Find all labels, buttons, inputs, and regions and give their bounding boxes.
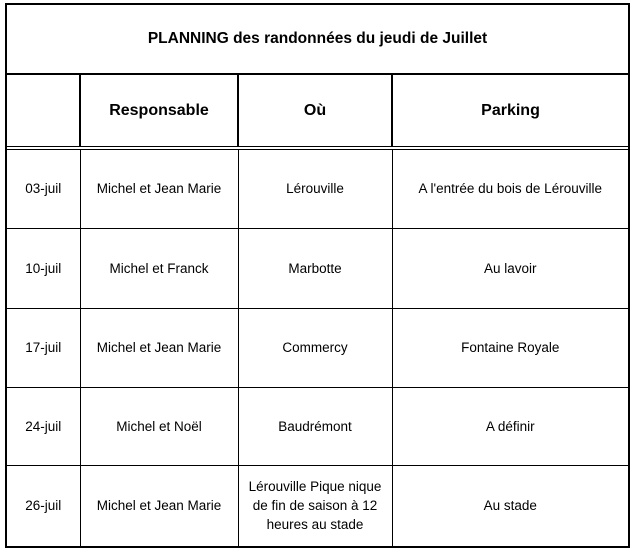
header-date [7, 75, 80, 148]
cell-ou: Lérouville [238, 148, 392, 228]
cell-ou: Marbotte [238, 228, 392, 308]
header-row [7, 75, 628, 148]
cell-responsable: Michel et Noël [80, 387, 238, 465]
cell-ou: Lérouville Pique nique de fin de saison à 12 heures au stade [238, 465, 392, 546]
cell-parking: A l'entrée du bois de Lérouville [392, 148, 628, 228]
cell-ou: Commercy [238, 308, 392, 387]
cell-responsable: Michel et Franck [80, 228, 238, 308]
cell-date: 26-juil [7, 465, 80, 546]
header-ou: Où [238, 75, 392, 148]
table-row [7, 148, 628, 228]
planning-title: PLANNING des randonnées du jeudi de Juillet [7, 5, 628, 75]
cell-parking: A définir [392, 387, 628, 465]
cell-parking: Fontaine Royale [392, 308, 628, 387]
cell-responsable: Michel et Jean Marie [80, 465, 238, 546]
planning-sheet [5, 3, 630, 548]
table-row [7, 228, 628, 308]
table-row [7, 387, 628, 465]
cell-parking: Au stade [392, 465, 628, 546]
table-row [7, 465, 628, 546]
cell-responsable: Michel et Jean Marie [80, 148, 238, 228]
cell-date: 24-juil [7, 387, 80, 465]
table-row [7, 308, 628, 387]
cell-responsable: Michel et Jean Marie [80, 308, 238, 387]
header-parking: Parking [392, 75, 628, 148]
cell-date: 03-juil [25, 181, 62, 197]
header-responsable: Responsable [80, 75, 238, 148]
cell-ou: Baudrémont [238, 387, 392, 465]
cell-date: 10-juil [7, 228, 80, 308]
planning-table [7, 75, 628, 546]
cell-date: 17-juil [7, 308, 80, 387]
cell-parking: Au lavoir [392, 228, 628, 308]
